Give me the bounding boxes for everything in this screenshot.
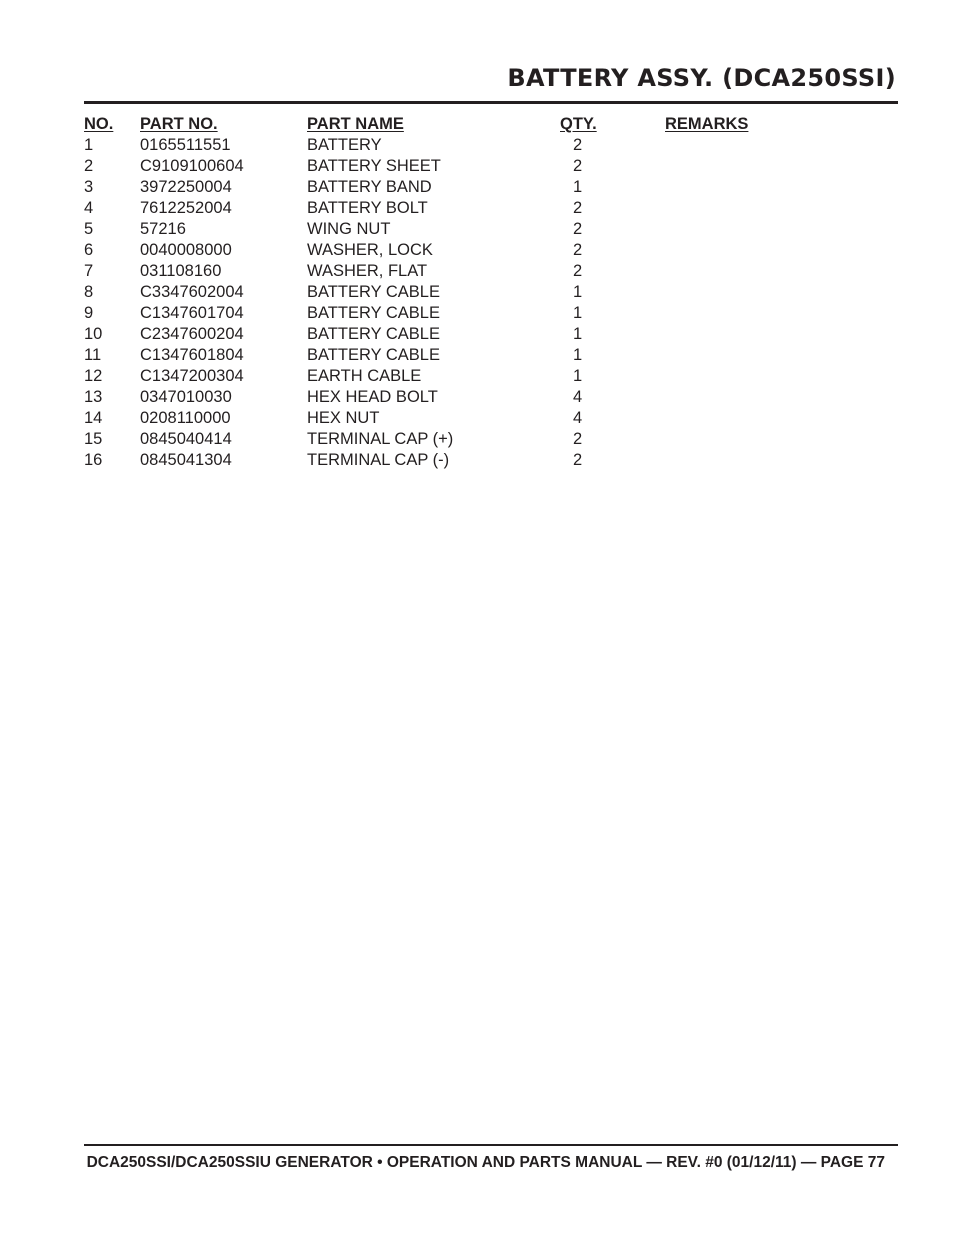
table-row — [84, 387, 898, 408]
row-no: 7 — [84, 262, 94, 280]
row-qty: 1 — [573, 178, 583, 196]
table-row — [84, 429, 898, 450]
table-row — [84, 345, 898, 366]
table-row — [84, 135, 898, 156]
row-qty: 1 — [573, 346, 583, 364]
row-part-no: 57216 — [140, 220, 186, 238]
row-part-name: BATTERY CABLE — [307, 304, 440, 322]
row-no: 14 — [84, 409, 103, 427]
row-qty: 2 — [573, 136, 583, 154]
row-part-no: C1347601804 — [140, 346, 244, 364]
row-part-no: 3972250004 — [140, 178, 232, 196]
row-part-name: BATTERY SHEET — [307, 157, 441, 175]
table-row — [84, 303, 898, 324]
row-no: 8 — [84, 283, 94, 301]
row-qty: 2 — [573, 430, 583, 448]
row-qty: 4 — [573, 409, 583, 427]
row-no: 1 — [84, 136, 94, 154]
row-qty: 1 — [573, 283, 583, 301]
row-qty: 1 — [573, 304, 583, 322]
header-part-name: PART NAME — [307, 115, 404, 133]
row-part-no: C9109100604 — [140, 157, 244, 175]
row-part-no: C3347602004 — [140, 283, 244, 301]
row-qty: 2 — [573, 220, 583, 238]
row-part-name: BATTERY BOLT — [307, 199, 428, 217]
row-no: 12 — [84, 367, 103, 385]
title-rule — [84, 101, 898, 104]
row-no: 15 — [84, 430, 103, 448]
row-qty: 2 — [573, 241, 583, 259]
row-no: 2 — [84, 157, 94, 175]
row-part-no: C1347200304 — [140, 367, 244, 385]
table-row — [84, 198, 898, 219]
table-row — [84, 156, 898, 177]
row-part-no: 0845041304 — [140, 451, 232, 469]
row-no: 10 — [84, 325, 103, 343]
row-part-no: C2347600204 — [140, 325, 244, 343]
header-no: NO. — [84, 115, 114, 133]
table-row — [84, 366, 898, 387]
header-part-no: PART NO. — [140, 115, 218, 133]
row-part-name: BATTERY BAND — [307, 178, 432, 196]
row-no: 13 — [84, 388, 103, 406]
row-part-name: HEX HEAD BOLT — [307, 388, 438, 406]
row-part-name: HEX NUT — [307, 409, 380, 427]
row-part-name: BATTERY CABLE — [307, 283, 440, 301]
row-qty: 2 — [573, 451, 583, 469]
row-part-name: WASHER, LOCK — [307, 241, 433, 259]
row-qty: 2 — [573, 262, 583, 280]
row-no: 16 — [84, 451, 103, 469]
row-part-no: 0208110000 — [140, 409, 231, 427]
table-row — [84, 261, 898, 282]
table-body — [84, 135, 898, 471]
table-row — [84, 408, 898, 429]
row-qty: 2 — [573, 199, 583, 217]
row-part-name: WASHER, FLAT — [307, 262, 428, 280]
table-row — [84, 219, 898, 240]
table-row — [84, 450, 898, 471]
row-no: 9 — [84, 304, 94, 322]
header-remarks: REMARKS — [665, 115, 749, 133]
row-part-no: 0845040414 — [140, 430, 232, 448]
row-qty: 2 — [573, 157, 583, 175]
page-footer: DCA250SSI/DCA250SSIU GENERATOR • OPERATION AND PARTS MANUAL — REV. #0 (01/12/11) — PAGE 77 — [86, 1154, 885, 1171]
parts-table — [84, 114, 898, 471]
row-part-no: 0165511551 — [140, 136, 231, 154]
row-part-name: BATTERY — [307, 136, 382, 154]
row-no: 4 — [84, 199, 94, 217]
row-part-name: WING NUT — [307, 220, 391, 238]
row-part-name: TERMINAL CAP (+) — [307, 430, 454, 448]
row-qty: 1 — [573, 367, 583, 385]
row-no: 11 — [84, 346, 102, 364]
table-row — [84, 240, 898, 261]
page-title: BATTERY ASSY. (DCA250SSI) — [507, 64, 896, 92]
table-row — [84, 324, 898, 345]
row-qty: 1 — [573, 325, 583, 343]
table-header-row — [84, 114, 898, 135]
row-no: 5 — [84, 220, 94, 238]
row-part-name: TERMINAL CAP (-) — [307, 451, 450, 469]
row-part-no: 031108160 — [140, 262, 222, 280]
header-qty: QTY. — [560, 115, 597, 133]
row-part-name: BATTERY CABLE — [307, 346, 440, 364]
table-row — [84, 282, 898, 303]
footer-rule — [84, 1144, 898, 1146]
row-qty: 4 — [573, 388, 583, 406]
row-part-name: EARTH CABLE — [307, 367, 422, 385]
row-part-no: 0040008000 — [140, 241, 232, 259]
row-part-no: C1347601704 — [140, 304, 244, 322]
row-part-no: 0347010030 — [140, 388, 232, 406]
row-part-no: 7612252004 — [140, 199, 232, 217]
row-part-name: BATTERY CABLE — [307, 325, 440, 343]
row-no: 6 — [84, 241, 94, 259]
row-no: 3 — [84, 178, 94, 196]
table-row — [84, 177, 898, 198]
